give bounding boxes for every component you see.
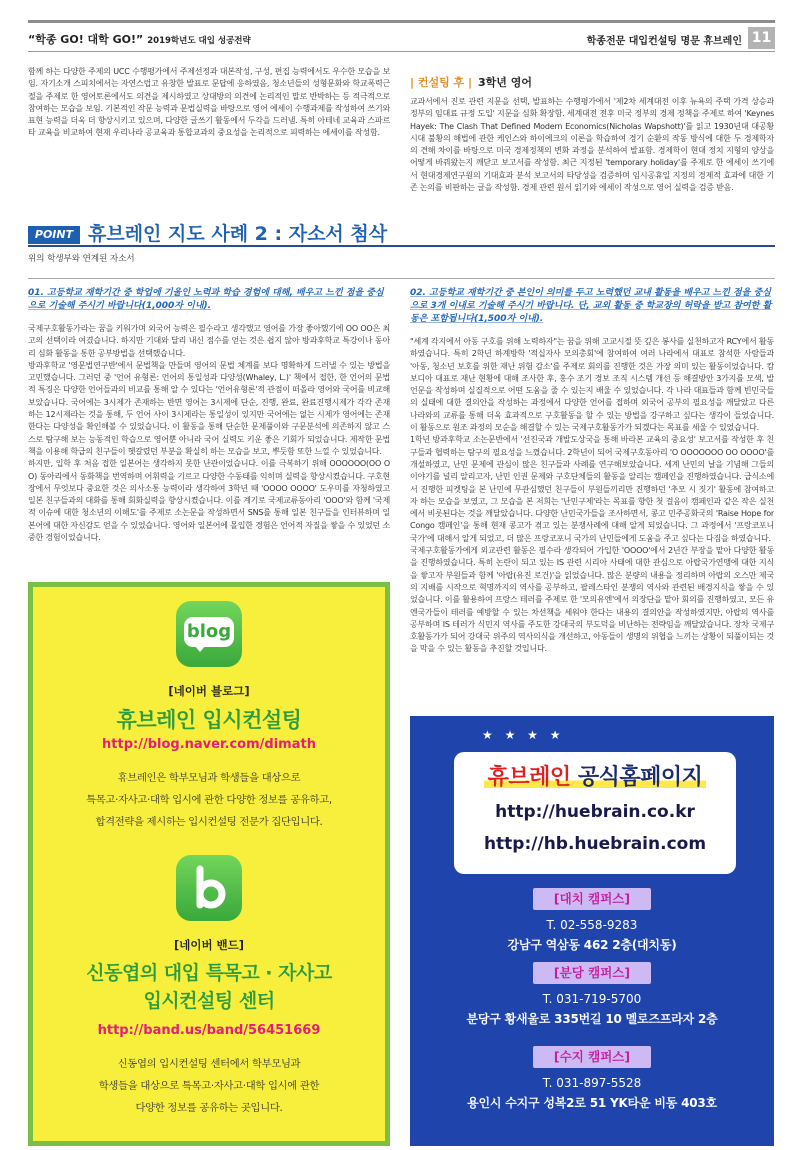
homepage-url-link[interactable]: http://huebrain.co.kr <box>495 802 695 822</box>
after-consulting-title: 3학년 영어 <box>478 76 533 89</box>
blog-description <box>33 767 385 833</box>
band-description-line: 다양한 정보를 공유하는 곳입니다. <box>135 1102 283 1114</box>
homepage-panel <box>454 752 736 874</box>
point-title: 휴브레인 지도 사례 2 : 자소서 첨삭 <box>88 223 388 245</box>
campus-label-suji: [수지 캠퍼스] <box>533 1046 651 1068</box>
campus-label-daechi: [대치 캠퍼스] <box>533 888 651 910</box>
homepage-url-link[interactable]: http://hb.huebrain.com <box>483 834 707 854</box>
essay-answer-2-paragraph: 1학년 방과후학교 소논문반에서 '선진국과 개발도상국을 통해 바라본 교육의 중요성' 보고서를 작성한 후 친구들과 협력하는 탐구의 필요성을 느꼈습니다. 2학년이 되어 국제구호동아리 'O OOOOOOO OO OOOO'를 개설하였고, 난민 문제에 관심이 많은 친구들과 사례를 연구해보았습니다. 세계 난민의 날을 기념해 그들의 이야기를 널리 알리고자, 난민 인권 문제와 구호단체들의 활동을 알리는 캠페인을 진행하였습니다. 급식소에서 진행한 피켓팅을 본 난민에 무관심했던 친구들이 부원들끼리만 진행하던 '추모 시 짓기' 활동에 참여하고자 하는 모습을 보였고, 그 모습을 본 저희는 '난민구제'라는 목표를 향한 첫 걸음이 캠페인과 같은 작은 실천에서 비롯된다는 것을 깨달았습니다. 다양한 난민국가들을 조사하면서, 콩고 민주공화국의 'Raise Hope for Congo 캠페인'을 통해 현재 콩고가 겪고 있는 분쟁사례에 대해 알게 되었습니다. 그 과정에서 '프랑코포니 국가'에 대해서 알게 되었고, 더 많은 프랑코포니 국가의 난민들에게 도움을 주고 싶다는 다짐을 하였습니다. <box>410 435 774 543</box>
header-bottom-rule <box>28 51 775 52</box>
essay-answer-2-paragraph: "세계 각지에서 아동 구호를 위해 노력하자"는 꿈을 위해 고교시절 뜻 깊은 봉사를 실천하고자 RCY에서 활동하였습니다. 특히 2학년 하계방학 '적십자사 모의총회'에 참여하여 여러 나라에서 대표로 참석한 사람들과 '아동, 청소년 보호를 위한 재난 위험 감소'를 주제로 회의를 진행한 것은 가장 의미 있는 활동이었습니다. 캄보디아 대표로 재난 현황에 대해 조사한 후, 홍수 조기 경보 조직 시스템 개선 등 해결방안 3가지를 모색, 발언문을 작성하며 실질적으로 어떤 도움을 줄 수 있는지 배울 수 있었습니다. 각 나라 대표들과 함께 빈민국들의 실태에 대한 결의안을 작성하는 과정에서 다양한 언어를 접하며 외국어 공부의 필요성을 깨달았고 다른 나라와의 교류를 통해 더욱 효과적으로 구호활동을 할 수 있는 방법을 강구하고 싶다는 생각이 들었습니다. 이 활동으로 원조 과정의 모순을 해결할 수 있는 국제구호활동가가 되겠다는 목표를 세울 수 있었습니다. <box>410 337 774 433</box>
campus-address: 강남구 역삼동 462 2층(대치동) <box>507 938 677 952</box>
blog-label: [네이버 블로그] <box>168 684 250 698</box>
essay-answer-1-paragraph: 하지만, 입학 후 처음 접한 일본어는 생각하지 못한 난관이었습니다. 이를 극복하기 위해 OOOOOO(OO OO) 동아리에서 동화책을 번역하며 어휘력을 기르고 다양한 수동태를 익히며 실력을 향상시켰습니다. 구호현장에서 무엇보다 중요한 것은 의사소통 능력이라 생각하여 3학년 때 'OOOO OOOO' 도우미를 자청하였고 일본 친구들과의 대화를 통해 회화실력을 향상시켰습니다. 이를 계기로 국제교류동아리 'OOO'와 함께 '국제적 이슈에 대한 청소년의 이해도'를 주제로 소논문을 작성하면서 SNS를 통해 일본 친구들을 인터뷰하며 일본어에 대한 자신감도 얻을 수 있었습니다. 영어와 일본어에 몰입한 경험은 언어적 자질을 쌓을 수 있었던 소중한 경험이었습니다. <box>28 459 390 543</box>
homepage-title-text <box>484 765 707 790</box>
blog-url-link[interactable]: http://blog.naver.com/dimath <box>102 737 316 752</box>
campus-address: 용인시 수지구 성복2로 51 YK타운 비동 403호 <box>467 1096 717 1110</box>
blog-bubble-tail <box>194 645 206 652</box>
essay-answer-2 <box>410 336 774 710</box>
header-top-rule <box>28 20 775 23</box>
slogan-text: “학종 GO! 대학 GO!” <box>28 33 144 46</box>
point-rule <box>28 245 775 247</box>
header-slogan <box>28 31 251 47</box>
campus-phone: T. 031-897-5528 <box>542 1076 642 1090</box>
after-consulting-tag: | 컨설팅 후 | <box>410 76 473 89</box>
blog-title: 휴브레인 입시컨설팅 <box>116 708 302 732</box>
campus-address: 분당구 황새울로 335번길 10 멜로즈프라자 2층 <box>466 1012 718 1026</box>
essay-question-2: 02. 고등학교 재학기간 중 본인이 의미를 두고 노력했던 교내 활동을 배우고 느낀 점을 중심으로 3개 이내로 기술해 주시기 바랍니다. 단, 교외 활동 중 학교장의 허락을 받고 참여한 활동은 포함됩니다(1,500자 이내). <box>410 288 772 324</box>
blog-description-line: 특목고·자사고·대학 입시에 관한 다양한 정보를 공유하고, <box>86 794 332 806</box>
essay-answer-1-paragraph: 방과후학교 '영문법연구반'에서 문법책을 만들며 영어의 문법 체계를 보다 명확하게 드러낼 수 있는 방법을 고민했습니다. 그러던 중 '언어 유형론: 언어의 통일성과 다양성(Whaley, L.)' 책에서 접한, 한 언어의 문법적 특징은 다양한 언어들과의 비교를 통해 알 수 있다는 '언어유형론'적 관점이 떠올라 영어와 국어를 비교해보았습니다. 국어에는 3시제가 존재하는 반면 영어는 3시제에 단순, 진행, 완료, 완료진행시제가 각각 존재하는 12시제라는 것을 통해, 두 언어 사이 3시제라는 통일성이 있지만 국어에는 없는 시제가 영어에는 존재한다는 다양성을 확인해볼 수 있었습니다. 이 활동을 통해 단순한 문제풀이와 구문분석에 의존하지 않고 스스로 탐구해 보는 능동적인 학습으로 영어뿐 아니라 국어 실력도 키운 좋은 기회가 되었습니다. 제작한 문법책을 이용해 학급의 친구들이 헷갈렸던 부분을 확실히 하는 모습을 보고, 뿌듯함 또한 느낄 수 있었습니다. <box>28 360 390 456</box>
homepage-title-rest: 공식홈페이지 <box>577 765 703 790</box>
page-number: 11 <box>748 27 775 49</box>
essay-answer-2-paragraph: 국제구호활동가에게 외교관련 활동은 필수라 생각되어 가입한 'OOOO'에서 2년간 부장을 맡아 다양한 활동을 진행하였습니다. 특히 논란이 되고 있는 IS 관련 시리아 사태에 대한 관심으로 아랍국가연맹에 대한 지식을 쌓고자 부원들과 함께 '아랍(유진 로건)'을 읽었습니다. 많은 분량의 내용을 정리하며 아랍의 오스만 제국의 지배를 시작으로 혁명까지의 역사를 공부하고, 팔레스타인 분쟁의 역사와 관련된 배경지식을 쌓을 수 있었습니다. 이를 활용하여 프랑스 테러를 주제로 한 '모의유엔'에서 의장단을 맡아 회의를 진행하였고, 모든 유엔국가들이 테러를 예방할 수 있는 차선책을 세워야 한다는 내용의 결의안을 작성하였지만, 아랍의 역사를 공부하며 IS 테러가 식민지 역사를 주도한 강대국의 부도덕을 비난하는 전략임을 깨달았습니다. 장차 국제구호활동가가 되어 강대국 위주의 역사의식을 개선하고, 아동들이 생명의 위협을 느끼는 상황이 되풀이되는 것을 막을 수 있는 활동을 추진할 것입니다. <box>410 546 774 654</box>
point-subtitle: 위의 학생부와 연계된 자소서 <box>28 254 135 264</box>
blog-band-ad <box>28 582 390 1146</box>
stars-decoration: ★ ★ ★ ★ <box>482 728 565 742</box>
campus-phone: T. 031-719-5700 <box>542 992 642 1006</box>
band-description-line: 신동엽의 입시컨설팅 센터에서 학부모님과 <box>117 1058 301 1070</box>
band-label: [네이버 밴드] <box>173 938 245 952</box>
essay-question-1: 01. 고등학교 재학기간 중 학업에 기울인 노력과 학습 경험에 대해, 배우고 느낀 점을 중심으로 기술해 주시기 바랍니다(1,000자 이내). <box>28 288 384 311</box>
band-description <box>33 1053 385 1119</box>
band-b-glyph <box>176 855 242 921</box>
intro-paragraph: 함께 하는 다양한 주제의 UCC 수행평가에서 주제선정과 대본작성, 구성, 편집 능력에서도 우수한 모습을 보임. 자기소개 스피치에서는 자연스럽고 유창한 발표로 문답에 응하였음, 청소년들의 성형문화와 학교폭력근절을 주제로 한 영어토론에서도 의견을 제시하였고 상대방의 의견에 논리적인 말로 반박하는 등 적극적으로 참여하는 모습을 보임. 기본적인 작문 능력과 문법실력을 바탕으로 영어 에세이 수행과제를 작성하여 쓰기와 표현 능력을 더욱 더 향상시키고 있으며, 다양한 글쓰기 활동에서 두각을 드러냄. 특히 아테네 교육과 스파르타 교육을 비교하여 현재 우리나라 공교육과 통합교과의 중요성을 논리적으로 피력하는 에세이를 작성함. <box>28 67 390 138</box>
campus-phone: T. 02-558-9283 <box>546 918 638 932</box>
homepage-ad <box>410 716 774 1146</box>
blog-icon-text: blog <box>184 617 234 647</box>
homepage-title <box>454 760 736 791</box>
edition-text: 2019학년도 대입 성공전략 <box>147 36 251 46</box>
essay-rule <box>28 278 775 279</box>
blog-description-line: 합격전략을 제시하는 입시컨설팅 전문가 집단입니다. <box>95 816 323 828</box>
campus-label-bundang: [분당 캠퍼스] <box>533 962 651 984</box>
naver-band-icon <box>176 855 242 921</box>
homepage-title-brand: 휴브레인 <box>487 765 571 790</box>
band-title-line: 신동엽의 대입 특목고 · 자사고 <box>86 962 332 984</box>
header-brand: 학종전문 대입컨설팅 명문 휴브레인 <box>586 36 742 47</box>
blog-description-line: 휴브레인은 학부모님과 학생들을 대상으로 <box>117 772 301 784</box>
after-consulting-heading <box>410 74 532 90</box>
essay-answer-1 <box>28 323 390 575</box>
naver-blog-icon <box>176 601 242 667</box>
essay-answer-1-paragraph: 국제구호활동가라는 꿈을 키워가며 외국어 능력은 필수라고 생각했고 영어를 가장 좋아했기에 OO OO은 최고의 선택이라 여겼습니다. 하지만 기대와 달리 내신 점수를 얻는 것은 쉽지 않아 방과후학교 특강이나 동아리 심화 활동을 통한 공부방법을 선택했습니다. <box>28 324 390 358</box>
point-badge: POINT <box>28 226 80 244</box>
band-title <box>33 959 385 1015</box>
band-title-line: 입시컨설팅 센터 <box>143 990 275 1012</box>
band-description-line: 학생들을 대상으로 특목고·자사고·대학 입시에 관한 <box>98 1080 320 1092</box>
band-url-link[interactable]: http://band.us/band/56451669 <box>97 1023 321 1038</box>
after-consulting-paragraph: 교과서에서 진로 관련 지문을 선택, 발표하는 수행평가에서 '제2차 세계대전 이후 뉴욕의 주택 가격 상승과 정부의 임대료 규정 도입' 지문을 심화 확장함. 세계대전 전후 미국 정부의 경제 정책을 주제로 하여 'Keynes Hayek: The Clash That Defined Modern Economics(Nicholas Wapshott)'를 읽고 1930년대 대공황 시대 불황의 해법에 관한 케인스와 하이에크의 이론을 학습하여 경기 순환의 작동 방식에 대한 두 경제학자의 견해 차이를 바탕으로 미국 경제정책의 변화 과정을 분석하여 발표함. 경제학이 현대 정치 지형의 양상을 어떻게 바꿔왔는지 깨닫고 보고서를 작성함. 최근 지정된 'temporary holiday'를 주제로 한 에세이 쓰기에서 현대경제연구원의 기대효과 분석 보고서의 타당성을 검증하며 임시공휴일 지정의 경제적 효과에 대한 기존 논의를 비판하는 글을 작성함. 경제 관련 원서 읽기와 에세이 작성으로 영어 실력을 검증 받음. <box>410 97 774 193</box>
